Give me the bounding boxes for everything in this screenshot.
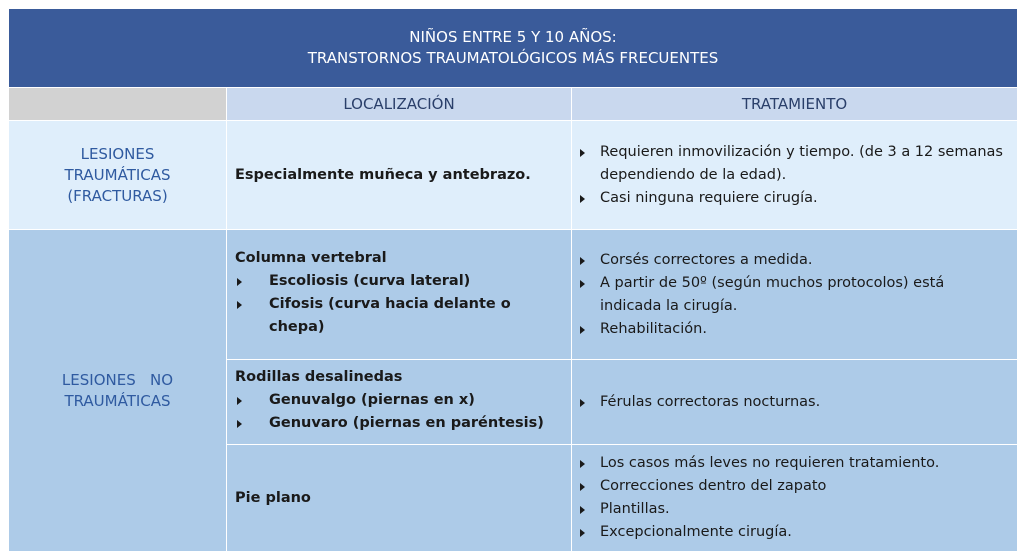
localizacion-main: Especialmente muñeca y antebrazo.: [235, 167, 531, 183]
localizacion-main: Columna vertebral: [235, 250, 387, 266]
list-item: Plantillas.: [578, 498, 1009, 521]
table-row: [9, 121, 1018, 230]
localizacion-sublist: [235, 389, 571, 435]
table-row: [9, 230, 1018, 360]
title-line-1: NIÑOS ENTRE 5 Y 10 AÑOS:: [409, 28, 617, 46]
localizacion-cell: [227, 445, 572, 552]
localizacion-main: Pie plano: [235, 490, 311, 506]
category-label-line: (FRACTURAS): [67, 186, 168, 205]
list-item: Requieren inmovilización y tiempo. (de 3 a 12 semanas dependiendo de la edad).: [578, 141, 1009, 187]
localizacion-cell: [227, 360, 572, 445]
header-tratamiento: TRATAMIENTO: [572, 88, 1018, 121]
tratamiento-cell: [572, 445, 1018, 552]
list-item: Rehabilitación.: [578, 318, 1009, 341]
title-row: [9, 9, 1018, 88]
category-label-line: LESIONES NO: [61, 370, 174, 389]
tratamiento-list: [578, 141, 1009, 210]
traumatology-table: [8, 8, 1018, 552]
list-item: Los casos más leves no requieren tratamiento.: [578, 452, 1009, 475]
list-item: Genuvalgo (piernas en x): [235, 389, 571, 412]
tratamiento-cell: [572, 360, 1018, 445]
localizacion-main: Rodillas desalinedas: [235, 369, 403, 385]
list-item: Escoliosis (curva lateral): [235, 270, 571, 293]
column-header-row: [9, 88, 1018, 121]
list-item: A partir de 50º (según muchos protocolos) está indicada la cirugía.: [578, 272, 1009, 318]
localizacion-sublist: [235, 270, 571, 339]
category-no-traumaticas: [9, 230, 227, 552]
list-item: Férulas correctoras nocturnas.: [578, 391, 1009, 414]
category-label-line: TRAUMÁTICAS: [64, 391, 171, 410]
table-title: [9, 9, 1018, 88]
list-item: Genuvaro (piernas en paréntesis): [235, 412, 571, 435]
list-item: Cifosis (curva hacia delante o chepa): [235, 293, 571, 339]
list-item: Corsés correctores a medida.: [578, 249, 1009, 272]
tratamiento-list: [578, 391, 1009, 414]
title-line-2: TRANSTORNOS TRAUMATOLÓGICOS MÁS FRECUENTES: [307, 49, 719, 67]
localizacion-cell: [227, 230, 572, 360]
category-traumaticas: [9, 121, 227, 230]
localizacion-cell: [227, 121, 572, 230]
category-label-line: LESIONES: [80, 144, 155, 163]
tratamiento-cell: [572, 121, 1018, 230]
tratamiento-list: [578, 452, 1009, 544]
category-label-line: TRAUMÁTICAS: [64, 165, 171, 184]
list-item: Correcciones dentro del zapato: [578, 475, 1009, 498]
list-item: Excepcionalmente cirugía.: [578, 521, 1009, 544]
tratamiento-list: [578, 249, 1009, 341]
list-item: Casi ninguna requiere cirugía.: [578, 187, 1009, 210]
header-localizacion: LOCALIZACIÓN: [227, 88, 572, 121]
tratamiento-cell: [572, 230, 1018, 360]
header-empty-cell: [9, 88, 227, 121]
